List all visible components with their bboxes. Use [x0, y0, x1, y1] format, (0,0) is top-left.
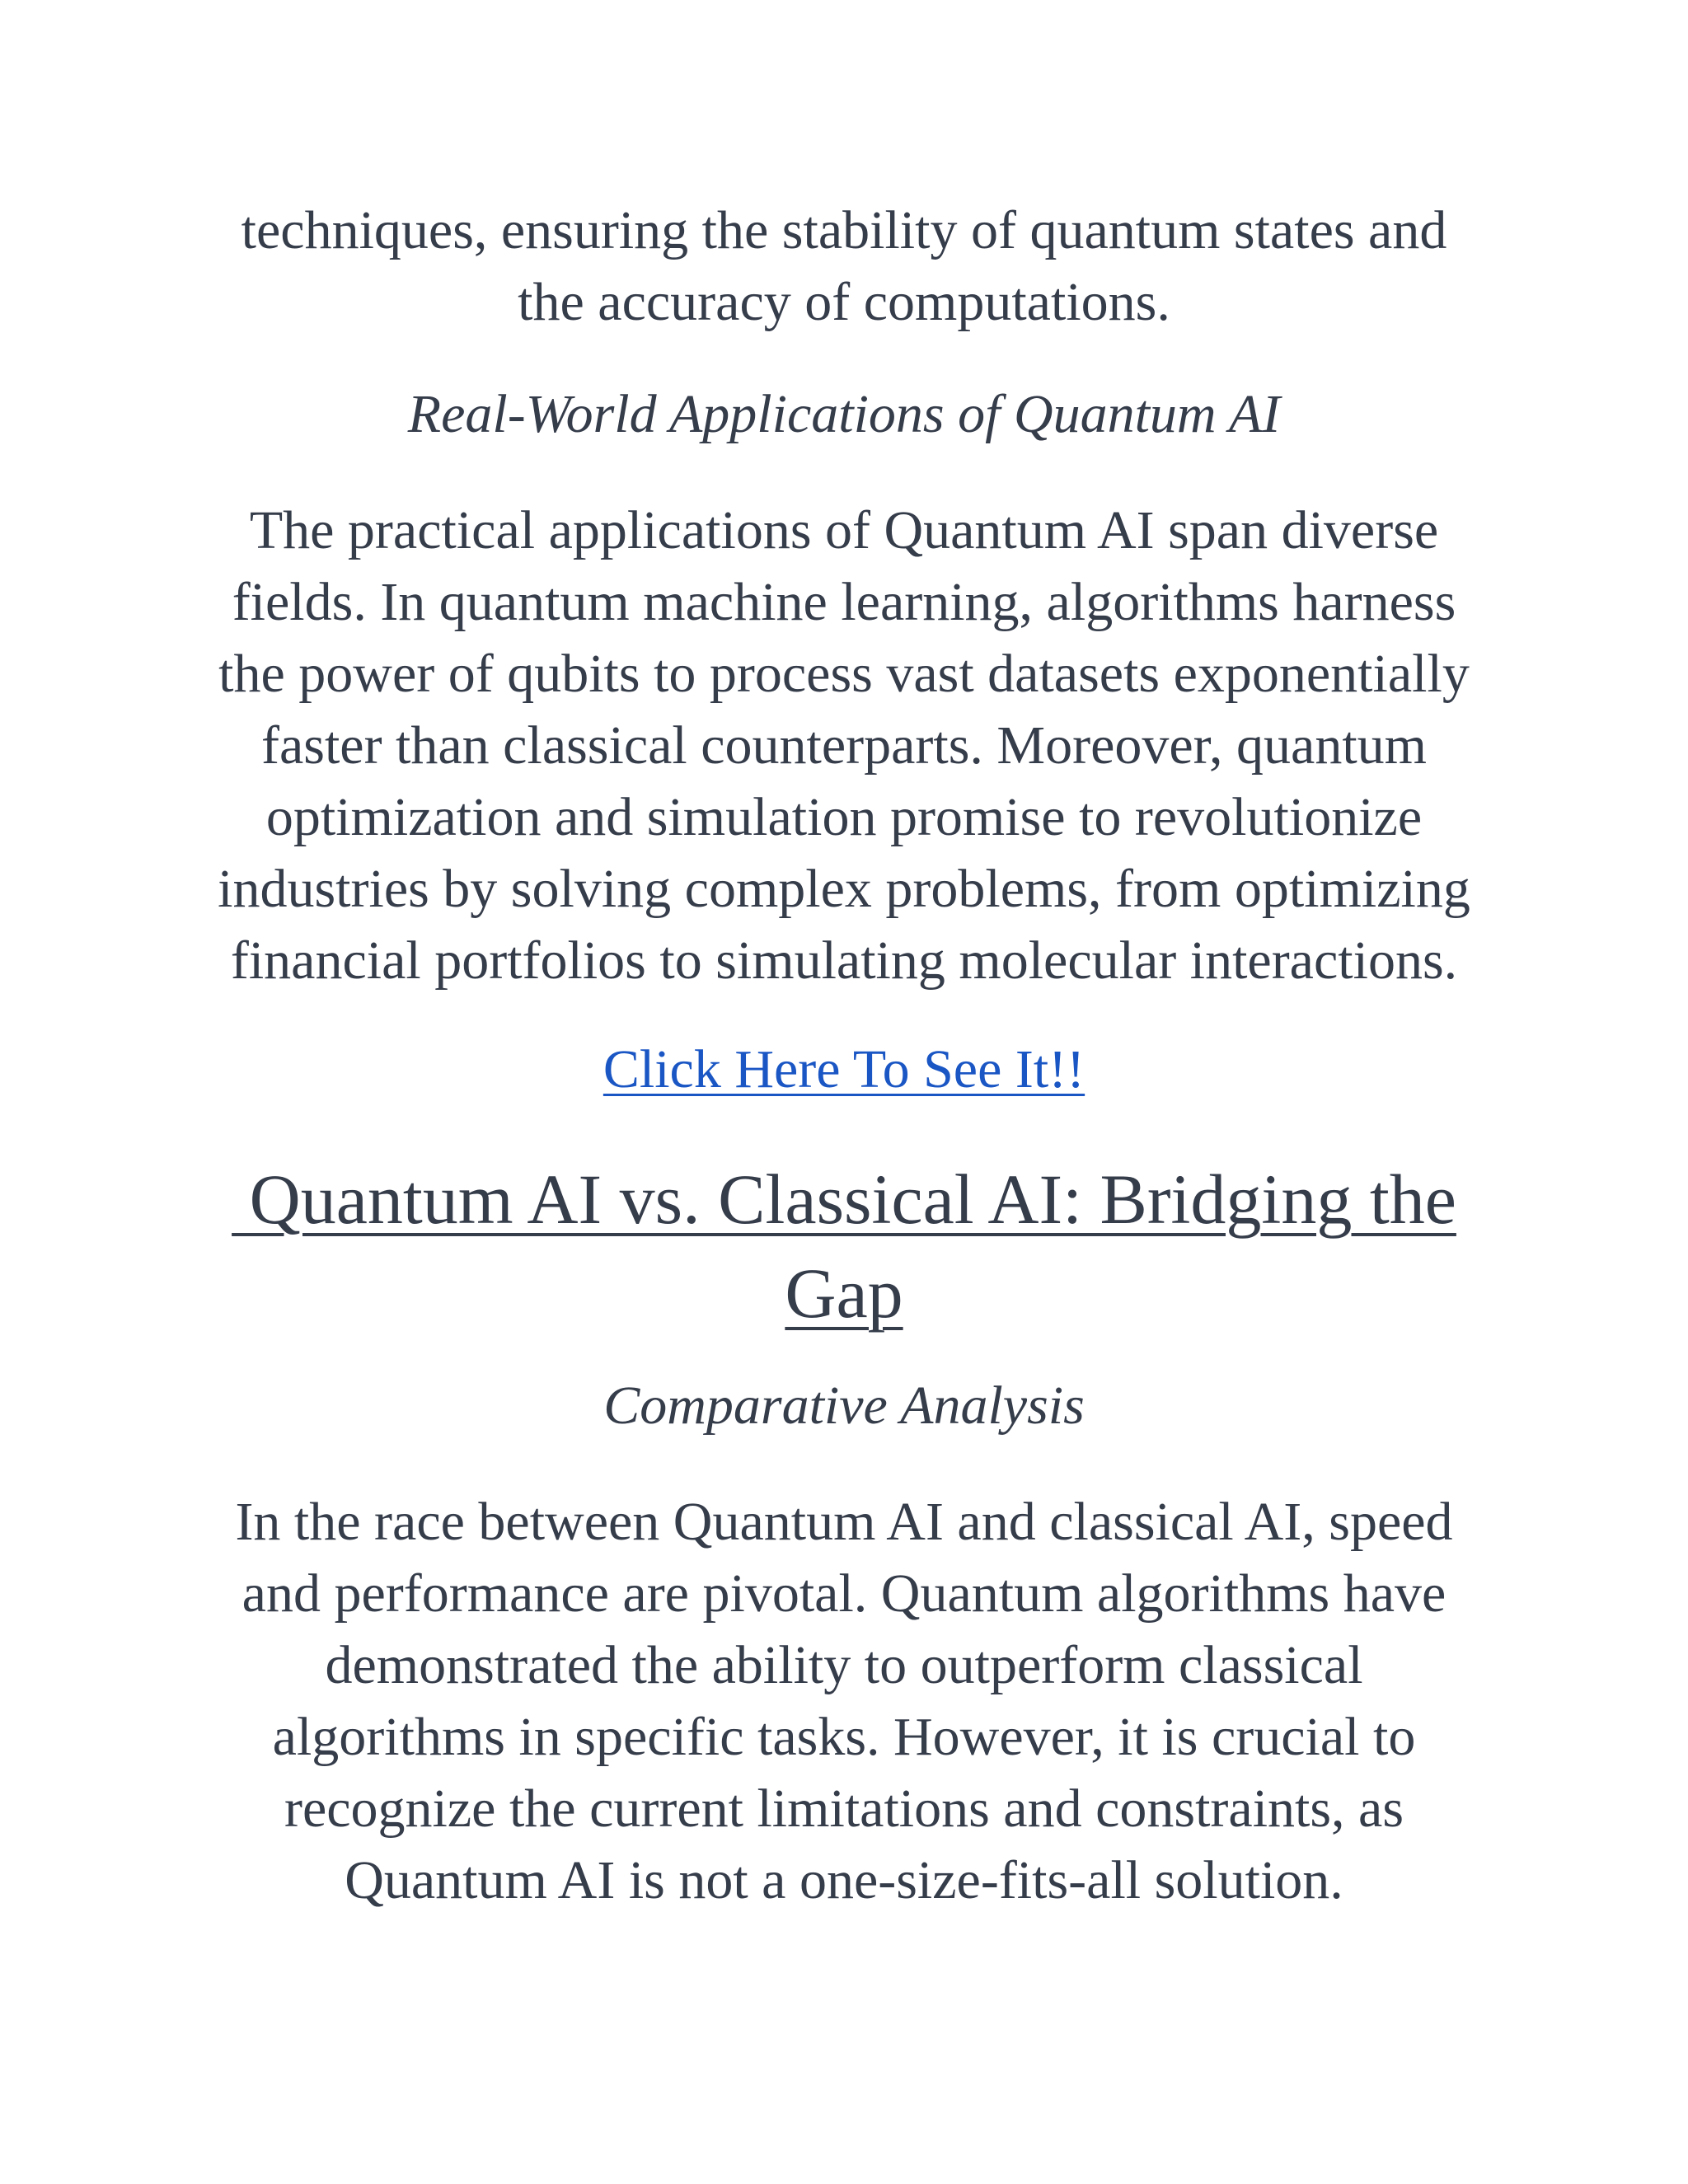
- paragraph-line: demonstrated the ability to outperform classical: [325, 1635, 1363, 1695]
- paragraph-line: recognize the current limitations and constraints, as: [284, 1779, 1404, 1839]
- paragraph-line: techniques, ensuring the stability of quantum states and: [241, 200, 1447, 260]
- heading-line: Gap: [785, 1254, 903, 1333]
- subheading-comparative-analysis: Comparative Analysis: [603, 1376, 1085, 1436]
- comparison-paragraph: [198, 1486, 1490, 1916]
- paragraph-line: optimization and simulation promise to revolutionize: [265, 787, 1423, 847]
- paragraph-line: Quantum AI is not a one-size-fits-all solution.: [345, 1850, 1343, 1910]
- paragraph-line: fields. In quantum machine learning, algorithms harness: [232, 572, 1456, 632]
- paragraph-line: In the race between Quantum AI and classical AI, speed: [235, 1492, 1453, 1552]
- section-heading-comparison: [198, 1152, 1490, 1340]
- see-it-link[interactable]: Click Here To See It!!: [603, 1039, 1085, 1099]
- applications-paragraph: [198, 494, 1490, 996]
- document-page: [198, 0, 1490, 2184]
- heading-line: Quantum AI vs. Classical AI: Bridging the: [232, 1160, 1456, 1239]
- intro-paragraph: [198, 194, 1490, 338]
- paragraph-line: industries by solving complex problems, from optimizing: [218, 859, 1470, 919]
- paragraph-line: algorithms in specific tasks. However, it is crucial to: [272, 1707, 1416, 1767]
- paragraph-line: and performance are pivotal. Quantum algorithms have: [241, 1563, 1447, 1624]
- paragraph-line: financial portfolios to simulating molecular interactions.: [230, 930, 1458, 991]
- paragraph-line: the power of qubits to process vast datasets exponentially: [218, 644, 1470, 704]
- link-container: [198, 1033, 1490, 1105]
- paragraph-line: faster than classical counterparts. Moreover, quantum: [260, 715, 1427, 776]
- paragraph-line: The practical applications of Quantum AI span diverse: [249, 500, 1439, 560]
- subheading-applications: Real-World Applications of Quantum AI: [407, 384, 1281, 444]
- paragraph-line: the accuracy of computations.: [518, 272, 1170, 332]
